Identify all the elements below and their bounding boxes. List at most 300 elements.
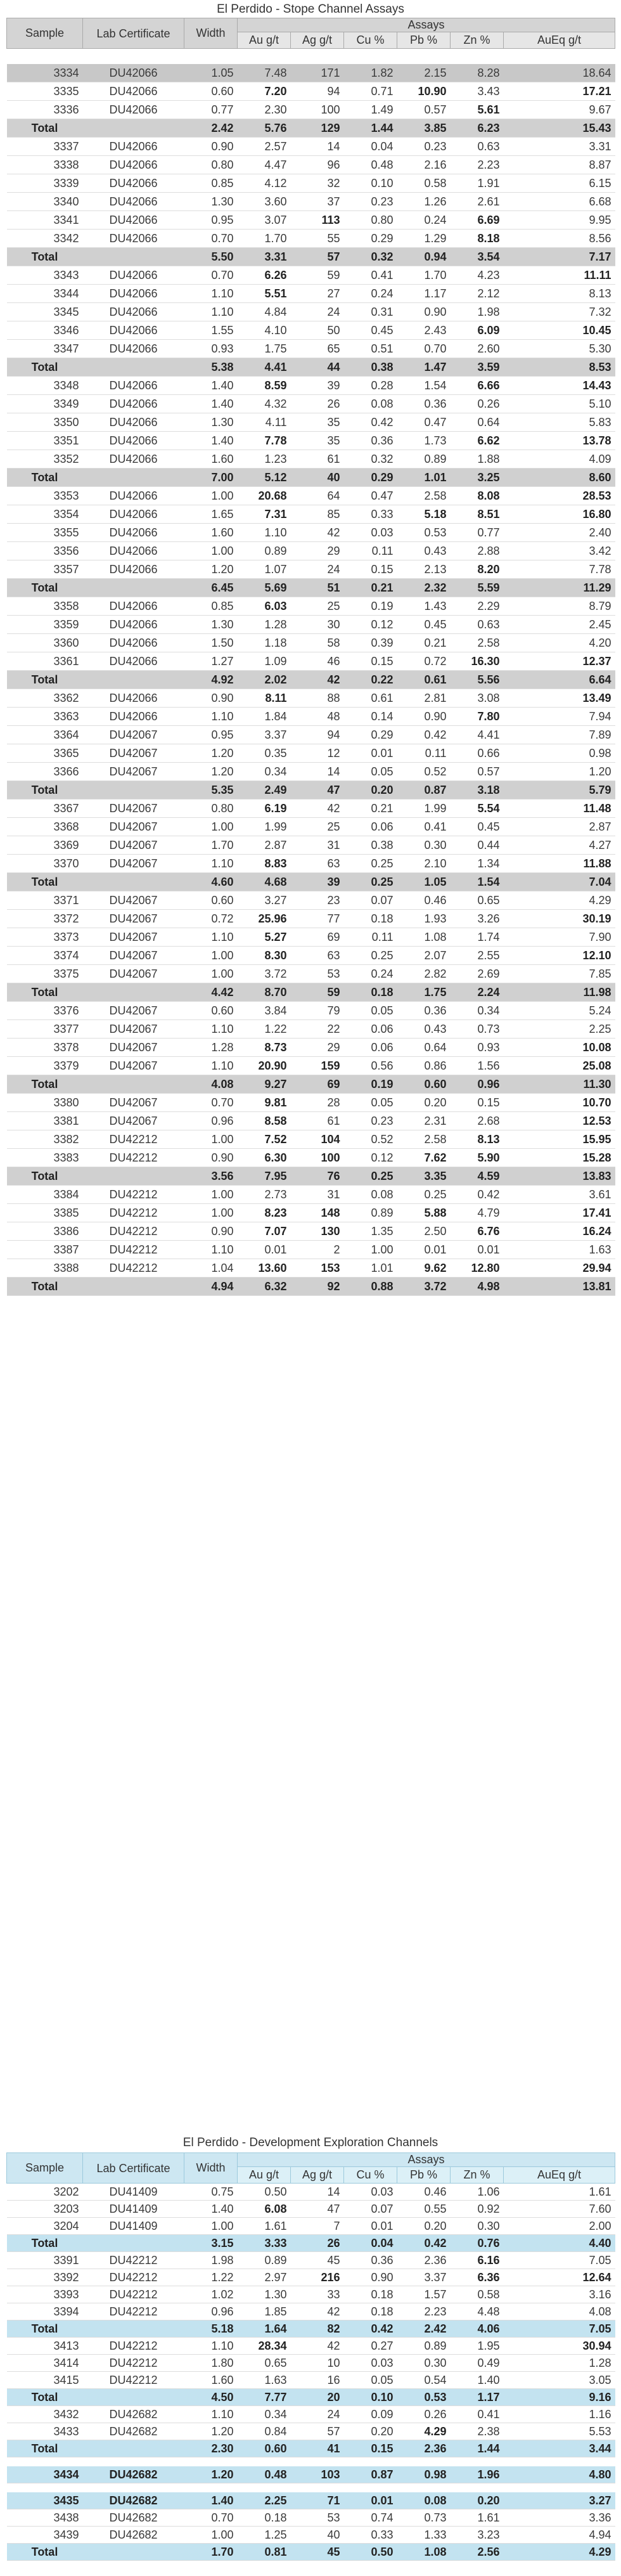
width-cell: 1.00 [184, 487, 238, 505]
au-cell: 2.97 [238, 2269, 291, 2286]
sample-cell: 3348 [7, 377, 83, 395]
cu-cell: 0.24 [344, 285, 397, 303]
zn-cell: 3.23 [451, 2527, 504, 2544]
lab-certificate-cell: DU42066 [83, 321, 184, 340]
lab-certificate-cell: DU42066 [83, 524, 184, 542]
zn-cell: 0.41 [451, 2406, 504, 2423]
aueq-cell: 5.79 [504, 781, 615, 799]
au-cell: 9.81 [238, 1094, 291, 1112]
table-row [7, 891, 615, 910]
pb-cell: 1.43 [397, 597, 451, 616]
aueq-cell: 1.28 [504, 2355, 615, 2372]
aueq-cell: 13.78 [504, 432, 615, 450]
au-cell: 5.51 [238, 285, 291, 303]
sample-cell: 3360 [7, 634, 83, 652]
zn-cell: 0.49 [451, 2355, 504, 2372]
sample-cell: 3371 [7, 891, 83, 910]
width-cell: 5.35 [184, 781, 238, 799]
zn-cell: 7.80 [451, 708, 504, 726]
au-cell: 6.30 [238, 1149, 291, 1167]
aueq-cell: 3.31 [504, 138, 615, 156]
width-cell: 0.90 [184, 1222, 238, 1241]
width-cell: 1.00 [184, 1130, 238, 1149]
table-row [7, 2269, 615, 2286]
width-cell: 1.00 [184, 1186, 238, 1204]
au-cell: 6.08 [238, 2201, 291, 2218]
cu-cell: 0.47 [344, 487, 397, 505]
sample-cell: 3204 [7, 2218, 83, 2235]
table-row [7, 1057, 615, 1075]
zn-cell: 2.88 [451, 542, 504, 560]
sample-cell: 3354 [7, 505, 83, 524]
width-cell: 0.93 [184, 340, 238, 358]
aueq-cell: 11.98 [504, 983, 615, 1002]
cu-cell: 0.61 [344, 689, 397, 708]
width-cell: 6.45 [184, 579, 238, 597]
lab-certificate-cell: DU42066 [83, 211, 184, 230]
cu-cell: 0.18 [344, 910, 397, 928]
lab-certificate-cell [83, 781, 184, 799]
table-row [7, 432, 615, 450]
width-cell: 0.95 [184, 211, 238, 230]
cu-cell: 0.20 [344, 781, 397, 799]
width-cell: 4.92 [184, 671, 238, 689]
sample-cell: 3373 [7, 928, 83, 947]
column-header: Zn % [451, 2167, 504, 2184]
table-row [7, 450, 615, 469]
zn-cell: 5.59 [451, 579, 504, 597]
aueq-cell: 4.08 [504, 2303, 615, 2320]
ag-cell: 37 [291, 193, 344, 211]
column-header: Au g/t [238, 2167, 291, 2184]
sample-cell: 3342 [7, 230, 83, 248]
au-cell: 1.99 [238, 818, 291, 836]
table-row [7, 560, 615, 579]
table-row [7, 2509, 615, 2527]
au-cell: 1.64 [238, 2320, 291, 2338]
zn-cell: 5.90 [451, 1149, 504, 1167]
cu-cell: 0.04 [344, 138, 397, 156]
sample-cell: 3367 [7, 799, 83, 818]
ag-cell: 40 [291, 469, 344, 487]
au-cell: 1.10 [238, 524, 291, 542]
table-row [7, 211, 615, 230]
ag-cell: 45 [291, 2252, 344, 2269]
cu-cell: 0.24 [344, 965, 397, 983]
width-cell: 1.30 [184, 193, 238, 211]
table-row [7, 174, 615, 193]
width-cell: 1.00 [184, 542, 238, 560]
width-cell: 1.10 [184, 708, 238, 726]
width-cell: 1.10 [184, 1057, 238, 1075]
ag-cell: 55 [291, 230, 344, 248]
table-row [7, 2286, 615, 2303]
lab-certificate-cell [83, 671, 184, 689]
sample-cell: Total [7, 781, 83, 799]
ag-cell: 30 [291, 616, 344, 634]
pb-cell: 0.42 [397, 2235, 451, 2252]
zn-cell: 0.34 [451, 1002, 504, 1020]
ag-cell: 113 [291, 211, 344, 230]
cu-cell: 0.01 [344, 2218, 397, 2235]
table-row [7, 303, 615, 321]
aueq-cell: 7.05 [504, 2320, 615, 2338]
cu-cell: 0.25 [344, 855, 397, 873]
width-cell: 1.40 [184, 432, 238, 450]
pb-cell: 2.16 [397, 156, 451, 174]
ag-cell: 29 [291, 542, 344, 560]
lab-certificate-cell: DU42067 [83, 763, 184, 781]
cu-cell: 0.01 [344, 744, 397, 763]
sample-header: Sample [7, 18, 83, 49]
cu-cell: 0.06 [344, 1039, 397, 1057]
table-row [7, 64, 615, 82]
width-cell: 4.42 [184, 983, 238, 1002]
au-cell: 1.18 [238, 634, 291, 652]
cu-cell: 0.15 [344, 2440, 397, 2457]
width-cell: 1.20 [184, 560, 238, 579]
lab-certificate-cell [83, 2544, 184, 2561]
table-row [7, 652, 615, 671]
table-row [7, 616, 615, 634]
width-cell: 1.00 [184, 2527, 238, 2544]
sample-cell: 3376 [7, 1002, 83, 1020]
aueq-cell: 11.29 [504, 579, 615, 597]
lab-certificate-cell [83, 1278, 184, 1296]
cu-cell: 0.23 [344, 1112, 397, 1130]
ag-cell: 71 [291, 2492, 344, 2509]
sample-cell: Total [7, 2544, 83, 2561]
au-cell: 0.50 [238, 2184, 291, 2201]
pb-cell: 0.90 [397, 303, 451, 321]
lab-certificate-cell [83, 248, 184, 266]
width-cell: 0.72 [184, 910, 238, 928]
aueq-cell: 6.15 [504, 174, 615, 193]
table-row [7, 2218, 615, 2235]
aueq-cell: 2.40 [504, 524, 615, 542]
ag-cell: 20 [291, 2389, 344, 2406]
lab-certificate-cell: DU42066 [83, 395, 184, 413]
zn-cell: 1.54 [451, 873, 504, 891]
zn-cell: 3.59 [451, 358, 504, 377]
table-row [7, 1094, 615, 1112]
lab-certificate-cell [83, 873, 184, 891]
aueq-cell: 2.45 [504, 616, 615, 634]
width-cell: 0.60 [184, 82, 238, 101]
ag-cell: 16 [291, 2372, 344, 2389]
table-row [7, 156, 615, 174]
lab-certificate-cell: DU42066 [83, 138, 184, 156]
au-cell: 0.18 [238, 2509, 291, 2527]
pb-cell: 4.29 [397, 2423, 451, 2440]
width-cell: 1.60 [184, 450, 238, 469]
au-cell: 3.33 [238, 2235, 291, 2252]
lab-certificate-cell: DU42067 [83, 1002, 184, 1020]
stope-assays-body [7, 49, 615, 1296]
sample-cell: 3435 [7, 2492, 83, 2509]
table-row [7, 1259, 615, 1278]
table-row [7, 634, 615, 652]
zn-cell: 0.64 [451, 413, 504, 432]
cu-cell: 0.38 [344, 358, 397, 377]
au-cell: 20.68 [238, 487, 291, 505]
pb-cell: 0.53 [397, 2389, 451, 2406]
zn-cell: 0.76 [451, 2235, 504, 2252]
table-row [7, 1204, 615, 1222]
pb-cell: 1.75 [397, 983, 451, 1002]
ag-cell: 69 [291, 928, 344, 947]
width-header: Width [184, 18, 238, 49]
sample-cell: Total [7, 671, 83, 689]
cu-cell: 0.07 [344, 2201, 397, 2218]
width-cell: 1.98 [184, 2252, 238, 2269]
au-cell: 7.31 [238, 505, 291, 524]
column-header: Pb % [397, 32, 451, 49]
cu-cell: 0.56 [344, 1057, 397, 1075]
pb-cell: 0.47 [397, 413, 451, 432]
cu-cell: 0.18 [344, 983, 397, 1002]
pb-cell: 0.30 [397, 836, 451, 855]
width-cell: 1.70 [184, 836, 238, 855]
lab-certificate-cell [83, 2440, 184, 2457]
pb-cell: 0.21 [397, 634, 451, 652]
sample-cell: 3350 [7, 413, 83, 432]
ag-cell: 26 [291, 2235, 344, 2252]
aueq-cell: 2.25 [504, 1020, 615, 1039]
zn-cell: 8.18 [451, 230, 504, 248]
sample-cell: 3345 [7, 303, 83, 321]
lab-certificate-cell: DU42212 [83, 2303, 184, 2320]
cu-cell: 1.35 [344, 1222, 397, 1241]
pb-cell: 2.81 [397, 689, 451, 708]
ag-cell: 79 [291, 1002, 344, 1020]
au-cell: 1.30 [238, 2286, 291, 2303]
zn-cell: 16.30 [451, 652, 504, 671]
au-cell: 1.84 [238, 708, 291, 726]
total-row [7, 873, 615, 891]
aueq-cell: 8.79 [504, 597, 615, 616]
sample-cell: 3366 [7, 763, 83, 781]
width-cell: 0.90 [184, 689, 238, 708]
stope-assays-table [6, 18, 615, 1296]
table-row [7, 505, 615, 524]
sample-cell: 3384 [7, 1186, 83, 1204]
pb-cell: 5.18 [397, 505, 451, 524]
zn-cell: 6.69 [451, 211, 504, 230]
pb-cell: 0.11 [397, 744, 451, 763]
zn-cell: 5.54 [451, 799, 504, 818]
zn-cell: 2.38 [451, 2423, 504, 2440]
aueq-cell: 3.27 [504, 2492, 615, 2509]
column-header: Cu % [344, 2167, 397, 2184]
cu-cell: 0.08 [344, 1186, 397, 1204]
cu-cell: 0.21 [344, 799, 397, 818]
table-row [7, 1112, 615, 1130]
aueq-cell: 9.16 [504, 2389, 615, 2406]
pb-cell: 0.94 [397, 248, 451, 266]
au-cell: 8.23 [238, 1204, 291, 1222]
au-cell: 8.11 [238, 689, 291, 708]
aueq-cell: 5.53 [504, 2423, 615, 2440]
au-cell: 0.35 [238, 744, 291, 763]
aueq-cell: 4.20 [504, 634, 615, 652]
cu-cell: 0.52 [344, 1130, 397, 1149]
total-row [7, 579, 615, 597]
table-row [7, 855, 615, 873]
cu-cell: 0.05 [344, 1094, 397, 1112]
ag-cell: 51 [291, 579, 344, 597]
pb-cell: 1.08 [397, 2544, 451, 2561]
zn-cell: 12.80 [451, 1259, 504, 1278]
pb-cell: 0.53 [397, 524, 451, 542]
zn-cell: 4.23 [451, 266, 504, 285]
ag-cell: 57 [291, 248, 344, 266]
cu-cell: 0.87 [344, 2466, 397, 2483]
aueq-cell: 5.10 [504, 395, 615, 413]
width-cell: 1.05 [184, 64, 238, 82]
development-channels-section [6, 2133, 615, 2561]
zn-cell: 1.40 [451, 2372, 504, 2389]
ag-cell: 88 [291, 689, 344, 708]
cu-cell: 0.18 [344, 2303, 397, 2320]
table-row [7, 836, 615, 855]
width-cell: 1.80 [184, 2355, 238, 2372]
table-row [7, 1002, 615, 1020]
table-row [7, 266, 615, 285]
pb-cell: 3.35 [397, 1167, 451, 1186]
ag-cell: 50 [291, 321, 344, 340]
aueq-cell: 4.09 [504, 450, 615, 469]
table-row [7, 138, 615, 156]
lab-certificate-cell: DU42067 [83, 1039, 184, 1057]
lab-certificate-cell: DU42066 [83, 652, 184, 671]
ag-cell: 77 [291, 910, 344, 928]
pb-cell: 0.73 [397, 2509, 451, 2527]
lab-certificate-cell: DU42067 [83, 947, 184, 965]
zn-cell: 0.42 [451, 1186, 504, 1204]
sample-cell: 3359 [7, 616, 83, 634]
zn-cell: 1.96 [451, 2466, 504, 2483]
sample-cell: 3338 [7, 156, 83, 174]
cu-cell: 1.44 [344, 119, 397, 138]
zn-cell: 0.26 [451, 395, 504, 413]
sample-cell: 3351 [7, 432, 83, 450]
lab-certificate-cell: DU42067 [83, 818, 184, 836]
width-cell: 1.00 [184, 965, 238, 983]
au-cell: 2.57 [238, 138, 291, 156]
total-row [7, 1167, 615, 1186]
zn-cell: 0.44 [451, 836, 504, 855]
width-cell: 1.40 [184, 2492, 238, 2509]
total-row [7, 1075, 615, 1094]
pb-cell: 9.62 [397, 1259, 451, 1278]
au-cell: 7.07 [238, 1222, 291, 1241]
ag-cell: 153 [291, 1259, 344, 1278]
ag-cell: 33 [291, 2286, 344, 2303]
au-cell: 0.65 [238, 2355, 291, 2372]
table-row [7, 2406, 615, 2423]
cu-cell: 0.06 [344, 1020, 397, 1039]
lab-certificate-cell [83, 1075, 184, 1094]
aueq-cell: 7.05 [504, 2252, 615, 2269]
ag-cell: 26 [291, 395, 344, 413]
table-row [7, 340, 615, 358]
ag-cell: 42 [291, 2338, 344, 2355]
sample-cell: Total [7, 579, 83, 597]
pb-cell: 0.72 [397, 652, 451, 671]
table-row [7, 1039, 615, 1057]
sample-cell: Total [7, 1278, 83, 1296]
zn-cell: 0.01 [451, 1241, 504, 1259]
sample-cell: 3380 [7, 1094, 83, 1112]
sample-cell: 3377 [7, 1020, 83, 1039]
zn-cell: 0.15 [451, 1094, 504, 1112]
au-cell: 0.34 [238, 2406, 291, 2423]
cu-cell: 0.27 [344, 2338, 397, 2355]
width-cell: 1.20 [184, 2423, 238, 2440]
ag-cell: 96 [291, 156, 344, 174]
ag-cell: 2 [291, 1241, 344, 1259]
cu-cell: 0.51 [344, 340, 397, 358]
au-cell: 8.59 [238, 377, 291, 395]
ag-cell: 64 [291, 487, 344, 505]
ag-cell: 61 [291, 450, 344, 469]
au-cell: 1.25 [238, 2527, 291, 2544]
sample-cell: 3378 [7, 1039, 83, 1057]
au-cell: 13.60 [238, 1259, 291, 1278]
au-cell: 1.09 [238, 652, 291, 671]
lab-certificate-cell: DU42066 [83, 340, 184, 358]
width-cell: 1.10 [184, 285, 238, 303]
cu-cell: 0.88 [344, 1278, 397, 1296]
pb-cell: 3.72 [397, 1278, 451, 1296]
cu-cell: 0.41 [344, 266, 397, 285]
ag-cell: 23 [291, 891, 344, 910]
lab-certificate-cell: DU42212 [83, 1130, 184, 1149]
zn-cell: 6.66 [451, 377, 504, 395]
width-cell: 1.40 [184, 377, 238, 395]
au-cell: 4.68 [238, 873, 291, 891]
width-cell: 1.30 [184, 616, 238, 634]
ag-cell: 100 [291, 101, 344, 119]
ag-cell: 76 [291, 1167, 344, 1186]
lab-certificate-cell: DU42066 [83, 101, 184, 119]
pb-cell: 1.54 [397, 377, 451, 395]
pb-cell: 0.89 [397, 450, 451, 469]
pb-cell: 0.24 [397, 211, 451, 230]
zn-cell: 6.16 [451, 2252, 504, 2269]
pb-cell: 0.61 [397, 671, 451, 689]
ag-cell: 35 [291, 413, 344, 432]
au-cell: 4.32 [238, 395, 291, 413]
width-cell: 1.00 [184, 947, 238, 965]
pb-cell: 1.73 [397, 432, 451, 450]
lab-certificate-cell: DU42067 [83, 744, 184, 763]
au-cell: 7.77 [238, 2389, 291, 2406]
lab-certificate-cell: DU42067 [83, 1112, 184, 1130]
ag-cell: 216 [291, 2269, 344, 2286]
zn-cell: 2.23 [451, 156, 504, 174]
lab-certificate-header: Lab Certificate [83, 2153, 184, 2184]
ag-cell: 12 [291, 744, 344, 763]
zn-cell: 1.34 [451, 855, 504, 873]
lab-certificate-cell: DU42212 [83, 2372, 184, 2389]
aueq-cell: 7.60 [504, 2201, 615, 2218]
lab-certificate-cell [83, 1167, 184, 1186]
au-cell: 8.83 [238, 855, 291, 873]
au-cell: 4.10 [238, 321, 291, 340]
pb-cell: 0.87 [397, 781, 451, 799]
